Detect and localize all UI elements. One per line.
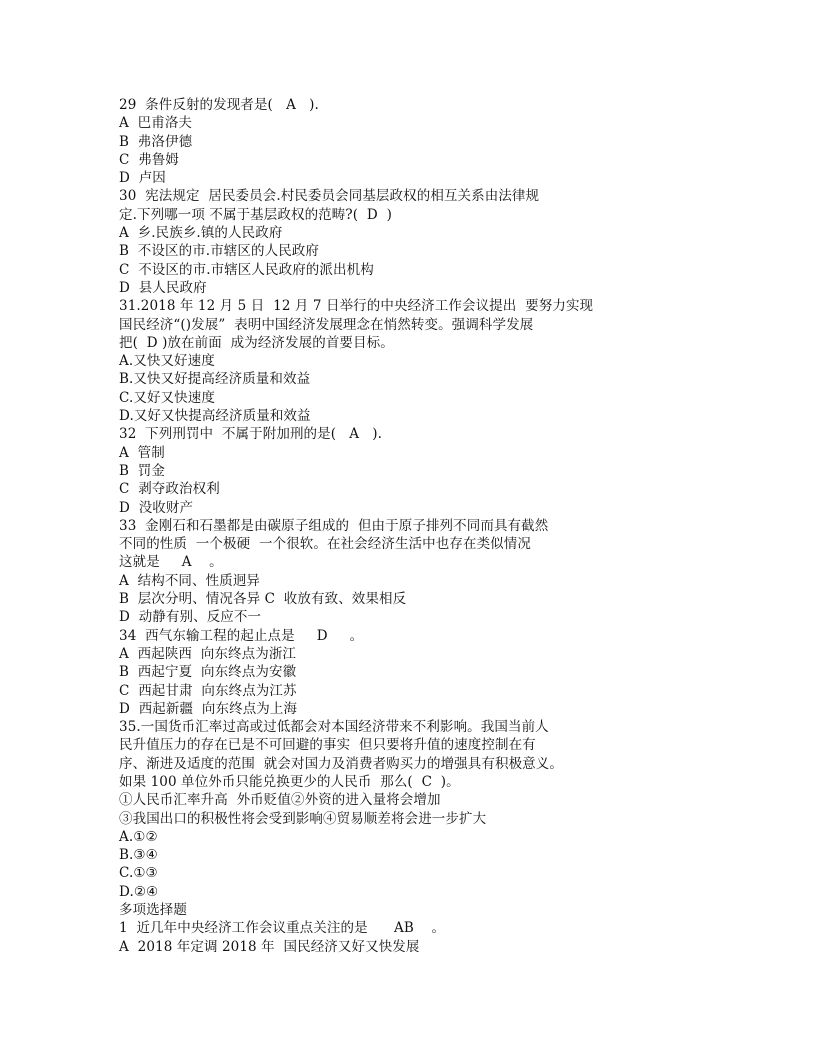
- multi-question-1-stem: 1 近几年中央经济工作会议重点关注的是 AB 。: [119, 920, 446, 937]
- question-30-option-d: D 县人民政府: [119, 279, 207, 296]
- question-32-option-d: D 没收财产: [119, 499, 194, 516]
- question-33-stem-line-2: 不同的性质 一个极硬 一个很软。在社会经济生活中也存在类似情况: [119, 536, 531, 553]
- multi-question-1-option-a: A 2018 年定调 2018 年 国民经济又好又快发展: [119, 938, 420, 955]
- question-30-option-a: A 乡.民族乡.镇的人民政府: [119, 225, 283, 242]
- question-31-stem-line-2: 国民经济“()发展” 表明中国经济发展理念在悄然转变。强调科学发展: [119, 316, 534, 333]
- question-35-option-d: D.②④: [119, 883, 159, 900]
- question-32-option-a: A 管制: [119, 444, 165, 461]
- question-30-option-b: B 不设区的市.市辖区的人民政府: [119, 243, 319, 260]
- question-32-option-c: C 剥夺政治权利: [119, 481, 220, 498]
- question-34-option-b: B 西起宁夏 向东终点为安徽: [119, 664, 297, 681]
- question-30-stem-line-2: 定.下列哪一项 不属于基层政权的范畴?( D ): [119, 206, 392, 223]
- question-35-option-a: A.①②: [119, 828, 158, 845]
- question-31-stem-line-3: 把( D )放在前面 成为经济发展的首要目标。: [119, 334, 394, 351]
- question-33-option-d: D 动静有别、反应不一: [119, 609, 262, 626]
- question-33-option-a: A 结构不同、性质迥异: [119, 572, 261, 589]
- question-35-stem-line-4: 如果 100 单位外币只能兑换更少的人民币 那么( C )。: [119, 773, 460, 790]
- question-32-option-b: B 罚金: [119, 462, 166, 479]
- question-35-statements-3-4: ③我国出口的积极性将会受到影响④贸易顺差将会进一步扩大: [119, 810, 487, 827]
- question-29-option-b: B 弗洛伊德: [119, 133, 193, 150]
- section-heading-multiple-choice: 多项选择题: [119, 902, 187, 919]
- question-35-option-b: B.③④: [119, 847, 158, 864]
- question-34-option-d: D 西起新疆 向东终点为上海: [119, 700, 298, 717]
- question-29-option-d: D 卢因: [119, 170, 166, 187]
- question-31-option-c: C.又好又快速度: [119, 389, 215, 406]
- question-33-option-b-c: B 层次分明、情况各异 C 收放有致、效果相反: [119, 591, 407, 608]
- question-34-option-c: C 西起甘肃 向东终点为江苏: [119, 682, 297, 699]
- question-31-option-b: B.又快又好提高经济质量和效益: [119, 371, 311, 388]
- question-29-stem: 29 条件反射的发现者是( A ).: [119, 97, 319, 113]
- question-30-stem-line-1: 30 宪法规定 居民委员会.村民委员会同基层政权的相互关系由法律规: [119, 188, 540, 205]
- question-31-stem-line-1: 31.2018 年 12 月 5 日 12 月 7 日举行的中央经济工作会议提出 要努力实现: [119, 298, 594, 315]
- question-29-option-c: C 弗鲁姆: [119, 151, 180, 168]
- question-31-option-a: A.又快又好速度: [119, 353, 215, 370]
- question-35-statements-1-2: ①人民币汇率升高 外币贬值②外资的进入量将会增加: [119, 792, 441, 809]
- question-35-option-c: C.①③: [119, 865, 158, 882]
- question-30-option-c: C 不设区的市.市辖区人民政府的派出机构: [119, 261, 374, 278]
- question-34-stem: 34 西气东输工程的起止点是 D 。: [119, 627, 364, 644]
- document-body: [119, 96, 609, 956]
- question-32-stem: 32 下列刑罚中 不属于附加刑的是( A ).: [119, 426, 383, 443]
- question-34-option-a: A 西起陕西 向东终点为浙江: [119, 645, 297, 662]
- question-33-stem-line-3: 这就是 A 。: [119, 554, 223, 571]
- question-35-stem-line-2: 民升值压力的存在已是不可回避的事实 但只要将升值的速度控制在有: [119, 737, 536, 754]
- question-35-stem-line-3: 序、渐进及适度的范围 就会对国力及消费者购买力的增强具有积极意义。: [119, 755, 563, 772]
- question-29-option-a: A 巴甫洛夫: [119, 115, 193, 132]
- question-35-stem-line-1: 35.一国货币汇率过高或过低都会对本国经济带来不利影响。我国当前人: [119, 719, 549, 736]
- question-33-stem-line-1: 33 金刚石和石墨都是由碳原子组成的 但由于原子排列不同而具有截然: [119, 517, 549, 534]
- question-31-option-d: D.又好又快提高经济质量和效益: [119, 408, 311, 425]
